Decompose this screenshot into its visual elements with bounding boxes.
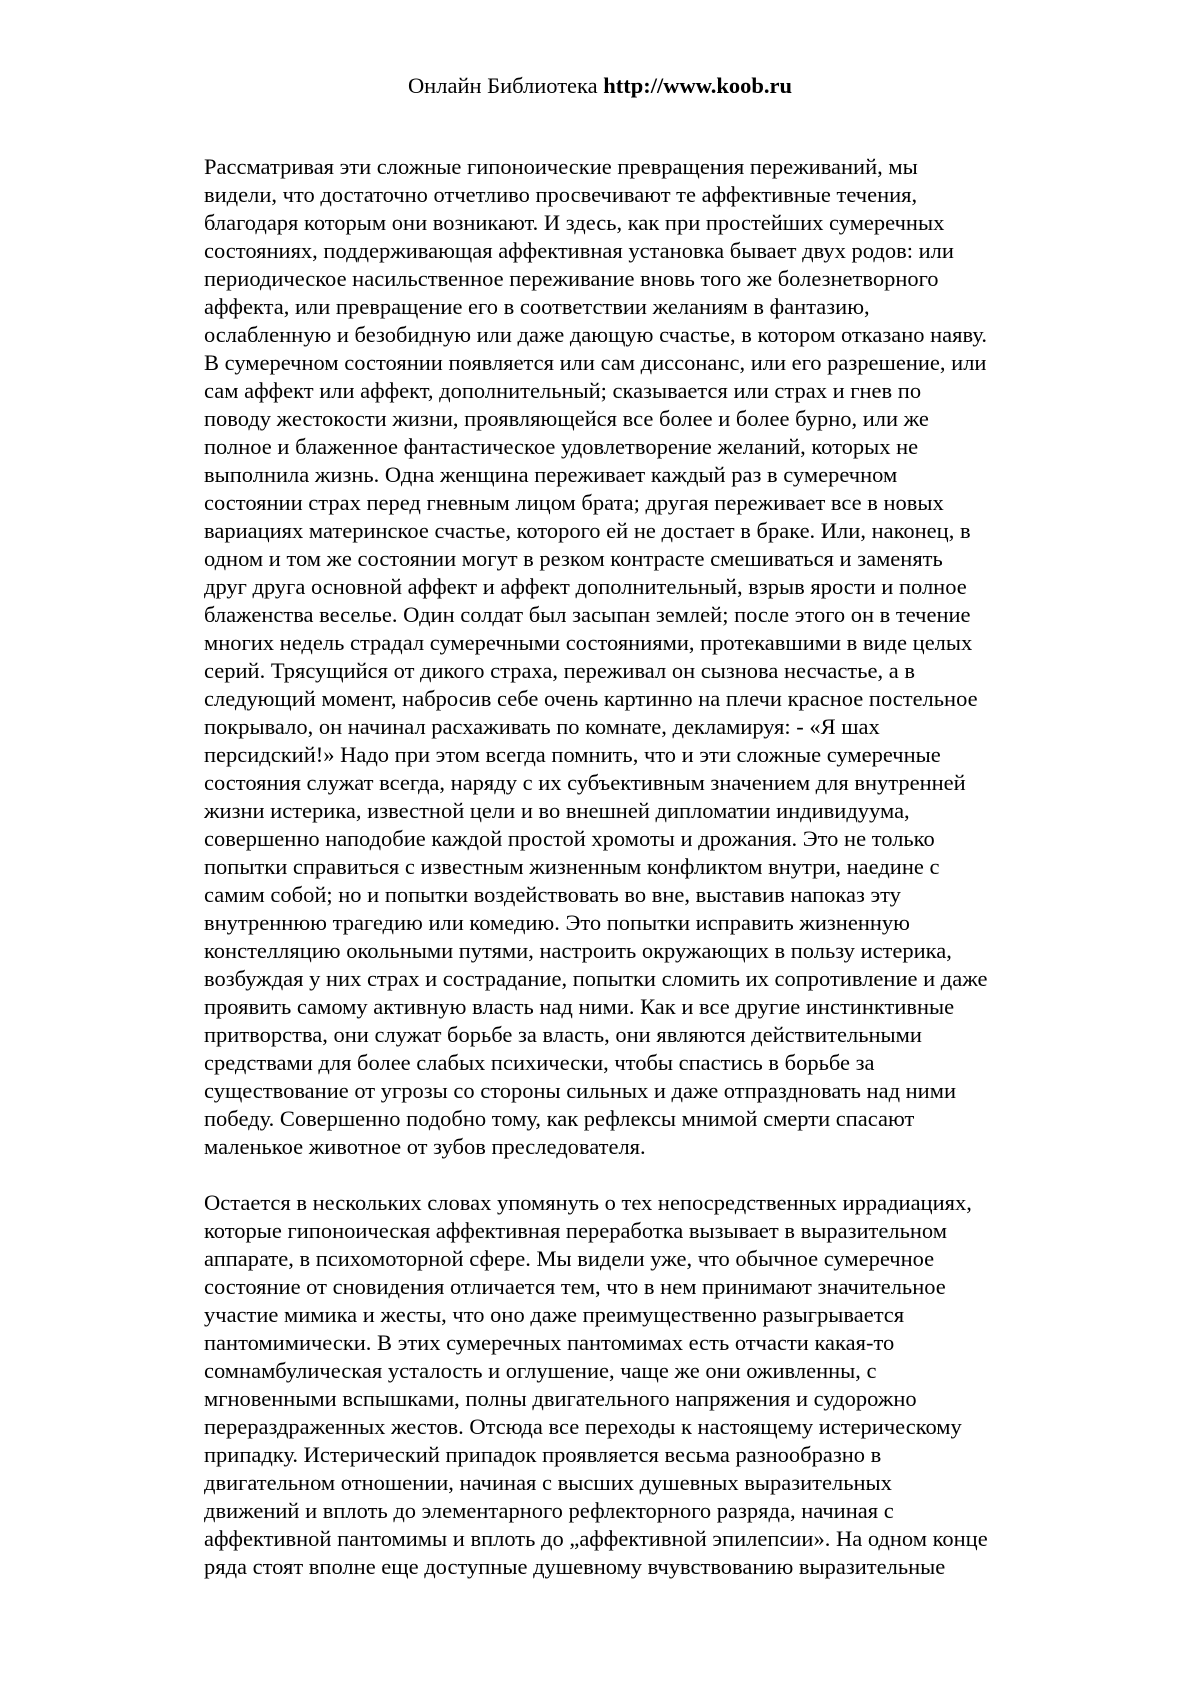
text-line: блаженства веселье. Один солдат был засыпан землей; после этого он в течение [204,602,971,627]
text-line: периодическое насильственное переживание вновь того же болезнетворного [204,266,939,291]
paragraph [204,153,1064,1161]
text-line: благодаря которым они возникают. И здесь, как при простейших сумеречных [204,210,945,235]
text-line: припадку. Истерический припадок проявляется весьма разнообразно в [204,1442,882,1467]
text-line: перераздраженных жестов. Отсюда все переходы к настоящему истерическому [204,1414,962,1439]
text-line: которые гипоноическая аффективная переработка вызывает в выразительном [204,1218,947,1243]
text-line: поводу жестокости жизни, проявляющейся все более и более бурно, или же [204,406,929,431]
text-line: состояниях, поддерживающая аффективная установка бывает двух родов: или [204,238,954,263]
text-line: движений и вплоть до элементарного рефлекторного разряда, начиная с [204,1498,894,1523]
text-line: Рассматривая эти сложные гипоноические превращения переживаний, мы [204,154,918,179]
text-body [204,153,1064,1581]
text-line: маленькое животное от зубов преследователя. [204,1134,646,1159]
text-line: сомнамбулическая усталость и оглушение, чаще же они оживленны, с [204,1358,877,1383]
library-label: Онлайн Библиотека [407,73,598,98]
text-line: друг друга основной аффект и аффект дополнительный, взрыв ярости и полное [204,574,967,599]
text-line: пантомимически. В этих сумеречных пантомимах есть отчасти какая-то [204,1330,895,1355]
text-line: проявить самому активную власть над ними. Как и все другие инстинктивные [204,994,955,1019]
text-line: ослабленную и безобидную или даже дающую счастье, в котором отказано наяву. [204,322,987,347]
text-line: возбуждая у них страх и сострадание, попытки сломить их сопротивление и даже [204,966,988,991]
text-line: серий. Трясущийся от дикого страха, переживал он сызнова несчастье, а в [204,658,915,683]
library-url: http://www.koob.ru [603,73,793,98]
text-line: аппарате, в психомоторной сфере. Мы видели уже, что обычное сумеречное [204,1246,935,1271]
text-line: Остается в нескольких словах упомянуть о тех непосредственных иррадиациях, [204,1190,972,1215]
text-line: выполнила жизнь. Одна женщина переживает каждый раз в сумеречном [204,462,898,487]
text-line: состояние от сновидения отличается тем, что в нем принимают значительное [204,1274,946,1299]
text-line: попытки справиться с известным жизненным конфликтом внутри, наедине с [204,854,940,879]
text-line: состоянии страх перед гневным лицом брата; другая переживает все в новых [204,490,944,515]
text-line: существование от угрозы со стороны сильных и даже отпраздновать над ними [204,1078,957,1103]
text-line: состояния служат всегда, наряду с их субъективным значением для внутренней [204,770,966,795]
text-line: мгновенными вспышками, полны двигательного напряжения и судорожно [204,1386,917,1411]
text-line: следующий момент, набросив себе очень картинно на плечи красное постельное [204,686,978,711]
text-line: вариациях материнское счастье, которого ей не достает в браке. Или, наконец, в [204,518,971,543]
page-header [0,72,1200,100]
text-line: самим собой; но и попытки воздействовать во вне, выставив напоказ эту [204,882,901,907]
text-line: средствами для более слабых психически, чтобы спастись в борьбе за [204,1050,875,1075]
text-line: победу. Совершенно подобно тому, как рефлексы мнимой смерти спасают [204,1106,915,1131]
text-line: жизни истерика, известной цели и во внешней дипломатии индивидуума, [204,798,910,823]
text-line: видели, что достаточно отчетливо просвечивают те аффективные течения, [204,182,918,207]
text-line: многих недель страдал сумеречными состояниями, протекавшими в виде целых [204,630,973,655]
text-line: ряда стоят вполне еще доступные душевному вчувствованию выразительные [204,1554,946,1579]
text-line: констелляцию окольными путями, настроить окружающих в пользу истерика, [204,938,952,963]
text-line: внутреннюю трагедию или комедию. Это попытки исправить жизненную [204,910,910,935]
text-line: покрывало, он начинал расхаживать по комнате, декламируя: - «Я шах [204,714,880,739]
text-line: полное и блаженное фантастическое удовлетворение желаний, которых не [204,434,919,459]
text-line: сам аффект или аффект, дополнительный; сказывается или страх и гнев по [204,378,922,403]
text-line: аффекта, или превращение его в соответствии желаниям в фантазию, [204,294,870,319]
text-line: персидский!» Надо при этом всегда помнить, что и эти сложные сумеречные [204,742,941,767]
paragraph [204,1189,1064,1581]
text-line: притворства, они служат борьбе за власть, они являются действительными [204,1022,922,1047]
text-line: участие мимика и жесты, что оно даже преимущественно разыгрывается [204,1302,905,1327]
text-line: аффективной пантомимы и вплоть до „аффективной эпилепсии». На одном конце [204,1526,988,1551]
text-line: одном и том же состоянии могут в резком контрасте смешиваться и заменять [204,546,943,571]
text-line: В сумеречном состоянии появляется или сам диссонанс, или его разрешение, или [204,350,987,375]
text-line: двигательном отношении, начиная с высших душевных выразительных [204,1470,892,1495]
text-line: совершенно наподобие каждой простой хромоты и дрожания. Это не только [204,826,935,851]
